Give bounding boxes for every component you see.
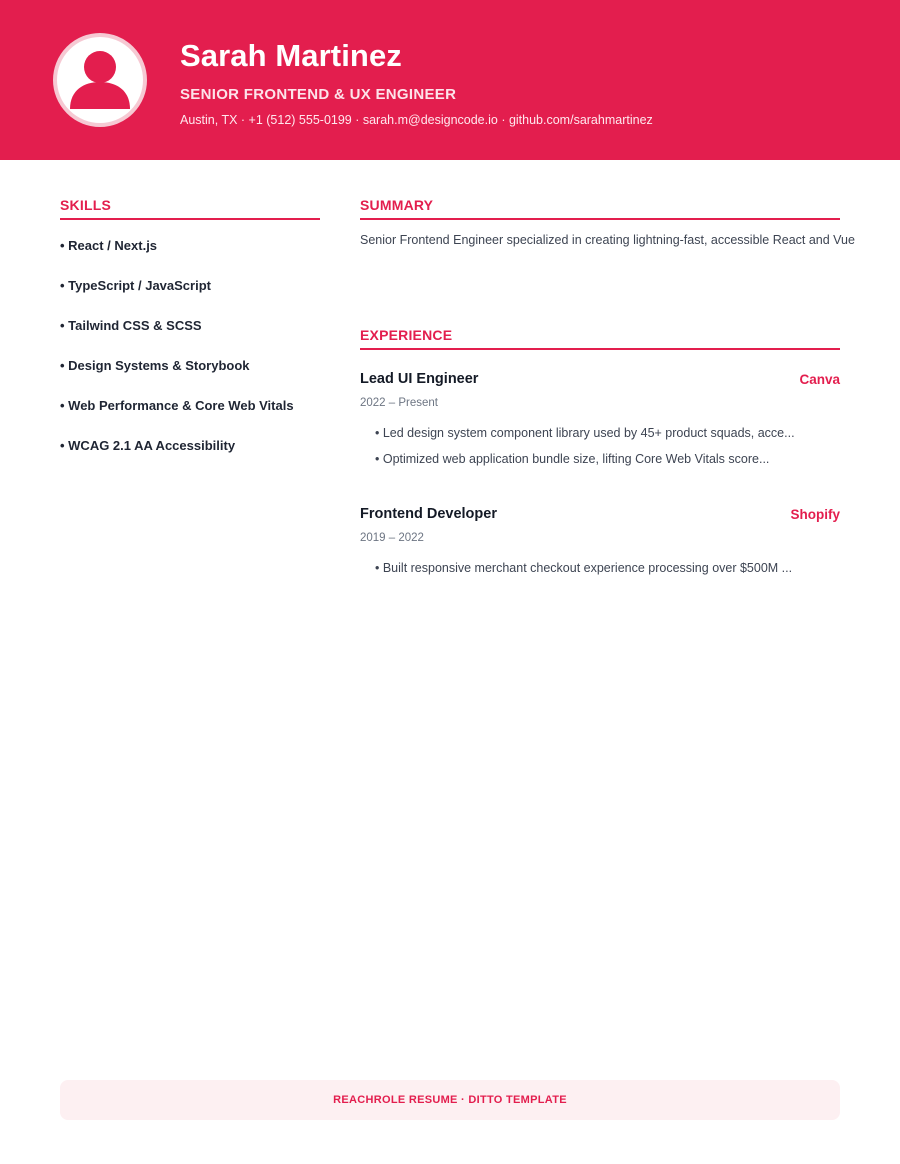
skill-item: • Web Performance & Core Web Vitals (60, 398, 294, 413)
job-dates: 2019 – 2022 (360, 532, 424, 544)
contact-line: Austin, TX · +1 (512) 555-0199 · sarah.m@designcode.io · github.com/sarahmartinez (180, 113, 653, 127)
skill-item: • Tailwind CSS & SCSS (60, 318, 202, 333)
template-footer (60, 1080, 840, 1120)
summary-text: Senior Frontend Engineer specialized in creating lightning-fast, accessible React and Vue (360, 233, 855, 247)
job-company: Shopify (790, 507, 840, 522)
job-title: Frontend Developer (360, 506, 497, 522)
skill-item: • TypeScript / JavaScript (60, 278, 211, 293)
summary-heading: SUMMARY (360, 197, 434, 213)
footer-text: REACHROLE RESUME · DITTO TEMPLATE (333, 1094, 567, 1106)
skill-item: • React / Next.js (60, 238, 158, 253)
job-company: Canva (799, 372, 840, 387)
experience-divider (360, 348, 840, 350)
job-bullet: • Optimized web application bundle size, lifting Core Web Vitals score... (375, 452, 770, 466)
resume-header (0, 0, 900, 160)
summary-divider (360, 218, 840, 220)
skills-heading: SKILLS (60, 197, 111, 213)
job-dates: 2022 – Present (360, 397, 439, 409)
experience-heading: EXPERIENCE (360, 327, 453, 343)
avatar (53, 33, 147, 127)
skill-item: • WCAG 2.1 AA Accessibility (60, 438, 236, 453)
job-title: Lead UI Engineer (360, 371, 479, 387)
job-bullet: • Led design system component library used by 45+ product squads, acce... (375, 426, 795, 440)
candidate-name: Sarah Martinez (180, 38, 402, 73)
job-bullet: • Built responsive merchant checkout experience processing over $500M ... (375, 561, 793, 575)
candidate-title: SENIOR FRONTEND & UX ENGINEER (180, 86, 457, 103)
user-silhouette-icon (57, 37, 143, 123)
skills-divider (60, 218, 320, 220)
skill-item: • Design Systems & Storybook (60, 358, 250, 373)
